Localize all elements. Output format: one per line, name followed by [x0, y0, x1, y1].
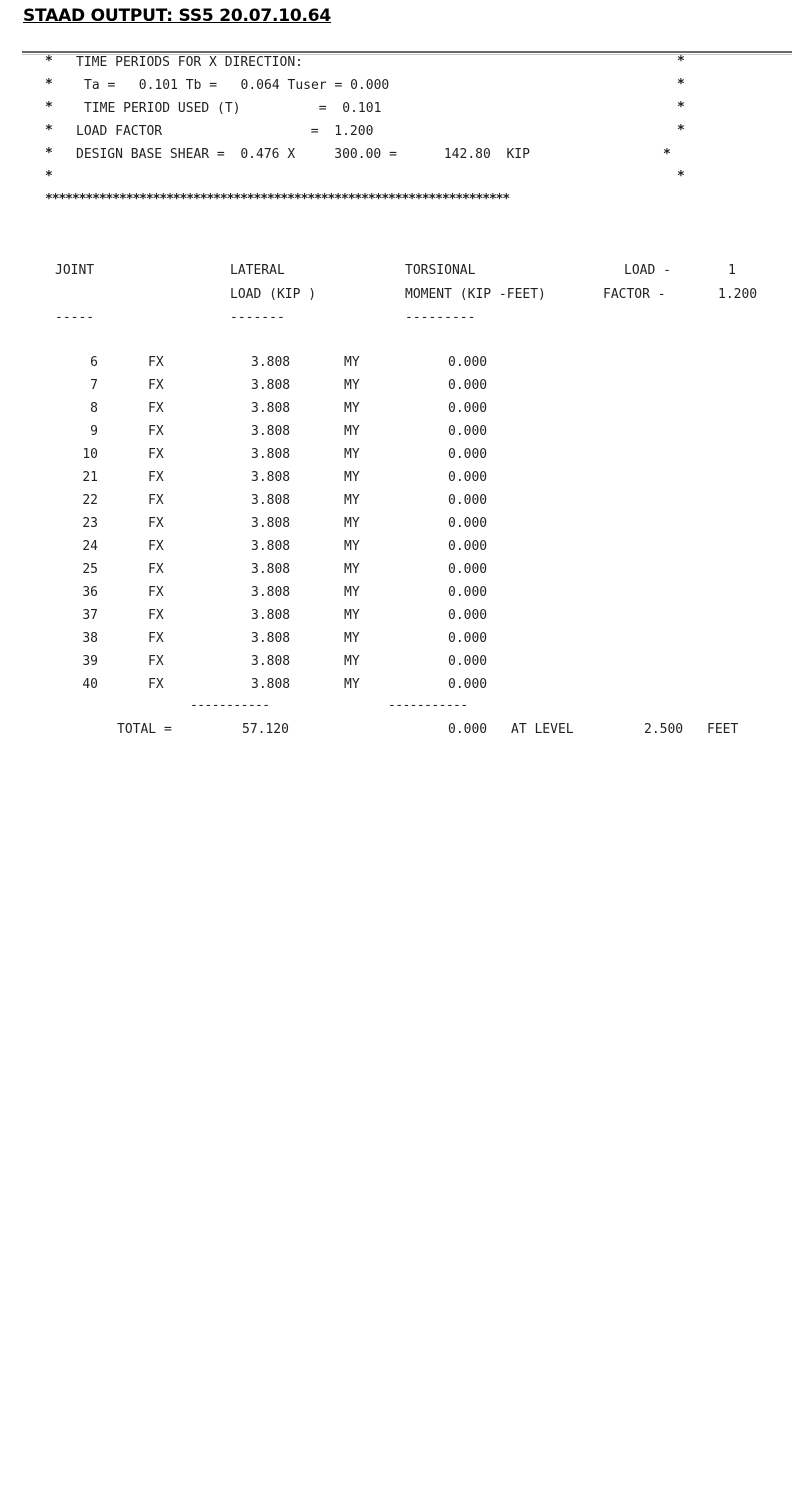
cell-moment: 0.000 [448, 378, 488, 393]
cell-dir: FX [148, 539, 164, 554]
cell-load: 3.808 [251, 677, 291, 692]
divider [22, 51, 792, 53]
total-label: TOTAL = [117, 722, 172, 737]
cell-load: 3.808 [251, 585, 291, 600]
cell-moment: 0.000 [448, 355, 488, 370]
cell-joint: 38 [82, 631, 98, 646]
col-header-torsional: TORSIONAL [405, 263, 476, 278]
cell-load: 3.808 [251, 447, 291, 462]
load-value: 1 [728, 263, 736, 278]
cell-moment: 0.000 [448, 401, 488, 416]
cell-moment: 0.000 [448, 470, 488, 485]
cell-dir: FX [148, 516, 164, 531]
dash-total-lateral: ----------- [190, 698, 270, 713]
star-marker: * [45, 77, 53, 92]
cell-joint: 21 [82, 470, 98, 485]
star-row: ********************************************************************* [45, 192, 510, 207]
col-header-load-kip: LOAD (KIP ) [230, 287, 317, 302]
cell-load: 3.808 [251, 608, 291, 623]
cell-dir: FX [148, 585, 164, 600]
cell-load: 3.808 [251, 631, 291, 646]
col-header-joint: JOINT [55, 263, 95, 278]
cell-load: 3.808 [251, 654, 291, 669]
header-line-base-shear: DESIGN BASE SHEAR = 0.476 X 300.00 = 142.80 KIP [76, 147, 530, 162]
star-marker: * [45, 146, 53, 161]
cell-joint: 23 [82, 516, 98, 531]
cell-dir: FX [148, 378, 164, 393]
cell-load: 3.808 [251, 539, 291, 554]
cell-moment: 0.000 [448, 447, 488, 462]
star-marker: * [677, 123, 685, 138]
cell-moment: 0.000 [448, 585, 488, 600]
cell-mdir: MY [344, 608, 360, 623]
total-moment: 0.000 [448, 722, 488, 737]
cell-dir: FX [148, 654, 164, 669]
cell-dir: FX [148, 631, 164, 646]
star-marker: * [677, 169, 685, 184]
cell-moment: 0.000 [448, 654, 488, 669]
cell-mdir: MY [344, 654, 360, 669]
cell-dir: FX [148, 355, 164, 370]
dash-joint: ----- [55, 310, 95, 325]
cell-load: 3.808 [251, 470, 291, 485]
header-line-period-used: TIME PERIOD USED (T) = 0.101 [84, 101, 382, 116]
cell-mdir: MY [344, 677, 360, 692]
cell-dir: FX [148, 608, 164, 623]
cell-joint: 7 [90, 378, 98, 393]
cell-moment: 0.000 [448, 562, 488, 577]
cell-joint: 6 [90, 355, 98, 370]
cell-mdir: MY [344, 493, 360, 508]
cell-moment: 0.000 [448, 424, 488, 439]
total-lateral: 57.120 [242, 722, 289, 737]
cell-mdir: MY [344, 378, 360, 393]
cell-mdir: MY [344, 470, 360, 485]
cell-joint: 37 [82, 608, 98, 623]
cell-dir: FX [148, 677, 164, 692]
star-marker: * [45, 169, 53, 184]
cell-joint: 9 [90, 424, 98, 439]
cell-joint: 25 [82, 562, 98, 577]
cell-dir: FX [148, 470, 164, 485]
star-marker: * [677, 54, 685, 69]
cell-mdir: MY [344, 401, 360, 416]
cell-mdir: MY [344, 516, 360, 531]
factor-label: FACTOR - [603, 287, 666, 302]
cell-joint: 8 [90, 401, 98, 416]
cell-dir: FX [148, 447, 164, 462]
cell-joint: 10 [82, 447, 98, 462]
cell-load: 3.808 [251, 355, 291, 370]
cell-joint: 22 [82, 493, 98, 508]
header-line-periods: Ta = 0.101 Tb = 0.064 Tuser = 0.000 [84, 78, 390, 93]
factor-value: 1.200 [718, 287, 758, 302]
cell-moment: 0.000 [448, 631, 488, 646]
cell-mdir: MY [344, 562, 360, 577]
col-header-moment: MOMENT (KIP -FEET) [405, 287, 546, 302]
dash-torsional: --------- [405, 310, 476, 325]
cell-load: 3.808 [251, 516, 291, 531]
load-label: LOAD - [624, 263, 671, 278]
star-marker: * [677, 77, 685, 92]
cell-dir: FX [148, 493, 164, 508]
cell-load: 3.808 [251, 493, 291, 508]
cell-joint: 40 [82, 677, 98, 692]
page-title: STAAD OUTPUT: SS5 20.07.10.64 [23, 6, 332, 26]
level-value: 2.500 [644, 722, 684, 737]
cell-load: 3.808 [251, 424, 291, 439]
cell-joint: 24 [82, 539, 98, 554]
table-header [0, 263, 812, 540]
cell-moment: 0.000 [448, 516, 488, 531]
table-body [0, 355, 812, 1502]
cell-mdir: MY [344, 447, 360, 462]
header-line-load-factor: LOAD FACTOR = 1.200 [76, 124, 374, 139]
cell-moment: 0.000 [448, 493, 488, 508]
star-marker: * [45, 123, 53, 138]
star-marker: * [45, 100, 53, 115]
cell-mdir: MY [344, 424, 360, 439]
col-header-lateral: LATERAL [230, 263, 285, 278]
cell-moment: 0.000 [448, 677, 488, 692]
cell-dir: FX [148, 562, 164, 577]
star-marker: * [677, 100, 685, 115]
star-marker: * [45, 54, 53, 69]
cell-dir: FX [148, 424, 164, 439]
at-level-label: AT LEVEL [511, 722, 574, 737]
cell-joint: 39 [82, 654, 98, 669]
star-marker: * [663, 147, 671, 162]
cell-mdir: MY [344, 539, 360, 554]
cell-moment: 0.000 [448, 608, 488, 623]
cell-load: 3.808 [251, 562, 291, 577]
cell-joint: 36 [82, 585, 98, 600]
level-unit: FEET [707, 722, 739, 737]
header-line-direction: TIME PERIODS FOR X DIRECTION: [76, 55, 303, 70]
cell-dir: FX [148, 401, 164, 416]
dash-lateral: ------- [230, 310, 285, 325]
dash-total-torsional: ----------- [388, 698, 468, 713]
cell-moment: 0.000 [448, 539, 488, 554]
cell-load: 3.808 [251, 378, 291, 393]
cell-load: 3.808 [251, 401, 291, 416]
cell-mdir: MY [344, 355, 360, 370]
cell-mdir: MY [344, 585, 360, 600]
cell-mdir: MY [344, 631, 360, 646]
